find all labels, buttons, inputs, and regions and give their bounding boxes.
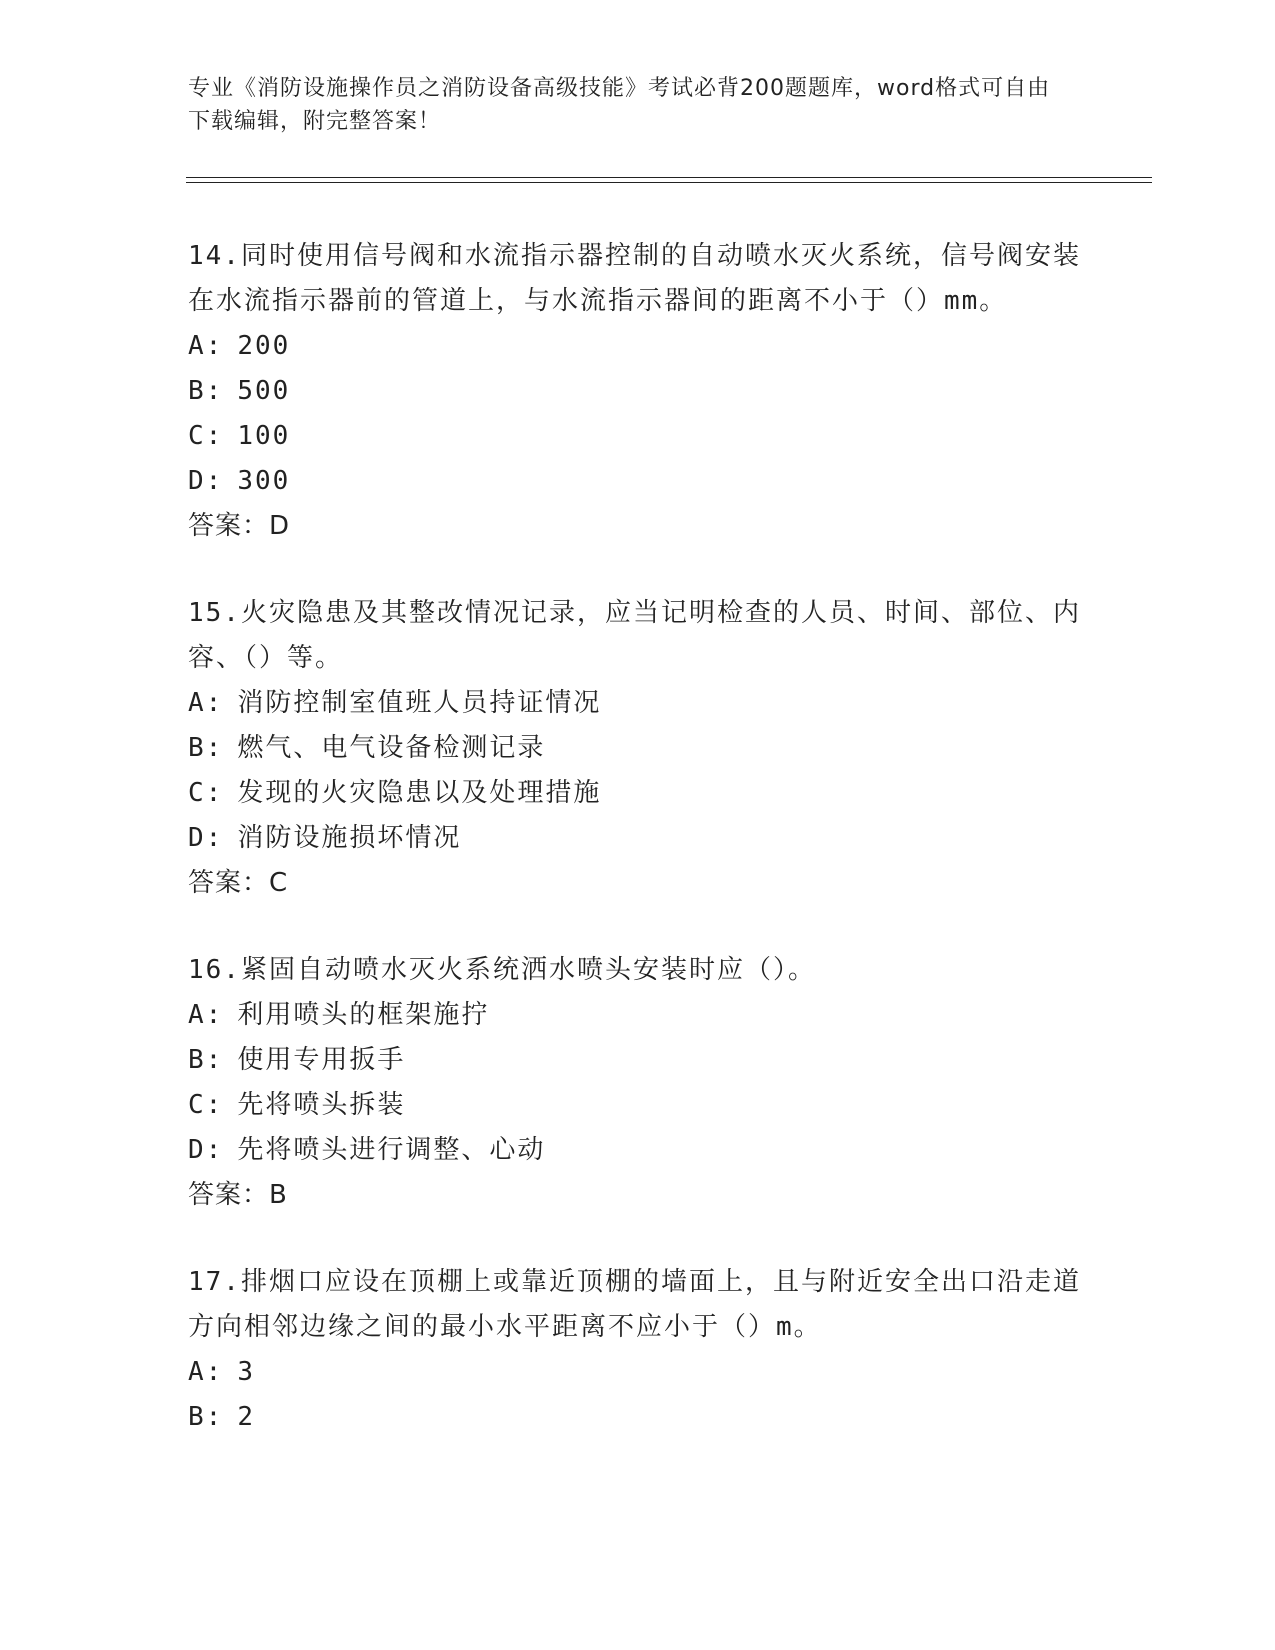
option-text: 消防控制室值班人员持证情况 xyxy=(237,688,602,718)
question-list xyxy=(188,234,1088,1482)
question-stem: 14.同时使用信号阀和水流指示器控制的自动喷水灭火系统，信号阀安装在水流指示器前的管道上，与水流指示器间的距离不小于（）mm。 xyxy=(188,241,1081,316)
option-letter: B: xyxy=(188,376,224,406)
option-letter: A: xyxy=(188,1357,224,1387)
option-d xyxy=(188,459,1088,504)
option-text: 先将喷头进行调整、心动 xyxy=(237,1135,546,1165)
option-text: 发现的火灾隐患以及处理措施 xyxy=(237,778,602,808)
question-stem: 17.排烟口应设在顶棚上或靠近顶棚的墙面上，且与附近安全出口沿走道方向相邻边缘之间的最小水平距离不应小于（）m。 xyxy=(188,1267,1081,1342)
option-text: 200 xyxy=(237,331,291,361)
option-letter: D: xyxy=(188,1135,224,1165)
option-d xyxy=(188,1128,1088,1173)
option-d xyxy=(188,816,1088,861)
option-letter: D: xyxy=(188,466,224,496)
option-text: 使用专用扳手 xyxy=(237,1045,406,1075)
option-a xyxy=(188,681,1088,726)
option-c xyxy=(188,1083,1088,1128)
option-text: 100 xyxy=(237,421,291,451)
option-a xyxy=(188,1350,1088,1395)
option-a xyxy=(188,324,1088,369)
option-text: 500 xyxy=(237,376,291,406)
question-14 xyxy=(188,234,1088,549)
option-a xyxy=(188,993,1088,1038)
option-letter: C: xyxy=(188,1090,224,1120)
option-letter: B: xyxy=(188,1045,224,1075)
option-c xyxy=(188,771,1088,816)
option-letter: A: xyxy=(188,1000,224,1030)
option-letter: B: xyxy=(188,733,224,763)
option-letter: D: xyxy=(188,823,224,853)
option-letter: A: xyxy=(188,688,224,718)
option-text: 燃气、电气设备检测记录 xyxy=(237,733,546,763)
option-letter: B: xyxy=(188,1402,224,1432)
question-stem: 15.火灾隐患及其整改情况记录，应当记明检查的人员、时间、部位、内容、（）等。 xyxy=(188,598,1081,673)
option-c xyxy=(188,414,1088,459)
option-text: 消防设施损坏情况 xyxy=(237,823,462,853)
option-letter: C: xyxy=(188,778,224,808)
answer-line: 答案：B xyxy=(188,1180,288,1210)
option-b xyxy=(188,369,1088,414)
option-letter: C: xyxy=(188,421,224,451)
option-text: 先将喷头拆装 xyxy=(237,1090,406,1120)
document-header: 专业《消防设施操作员之消防设备高级技能》考试必背200题题库，word格式可自由下载编辑，附完整答案！ xyxy=(188,76,1051,134)
question-16 xyxy=(188,948,1088,1218)
answer-line: 答案：D xyxy=(188,511,291,541)
question-stem: 16.紧固自动喷水灭火系统洒水喷头安装时应（）。 xyxy=(188,955,816,985)
option-text: 3 xyxy=(237,1357,255,1387)
option-letter: A: xyxy=(188,331,224,361)
question-17 xyxy=(188,1260,1088,1440)
header-divider-top xyxy=(186,177,1152,178)
question-15 xyxy=(188,591,1088,906)
option-text: 300 xyxy=(237,466,291,496)
header-divider-bottom xyxy=(186,182,1152,183)
option-b xyxy=(188,1038,1088,1083)
option-text: 利用喷头的框架施拧 xyxy=(237,1000,490,1030)
answer-line: 答案：C xyxy=(188,868,289,898)
option-b xyxy=(188,1395,1088,1440)
option-b xyxy=(188,726,1088,771)
option-text: 2 xyxy=(237,1402,255,1432)
